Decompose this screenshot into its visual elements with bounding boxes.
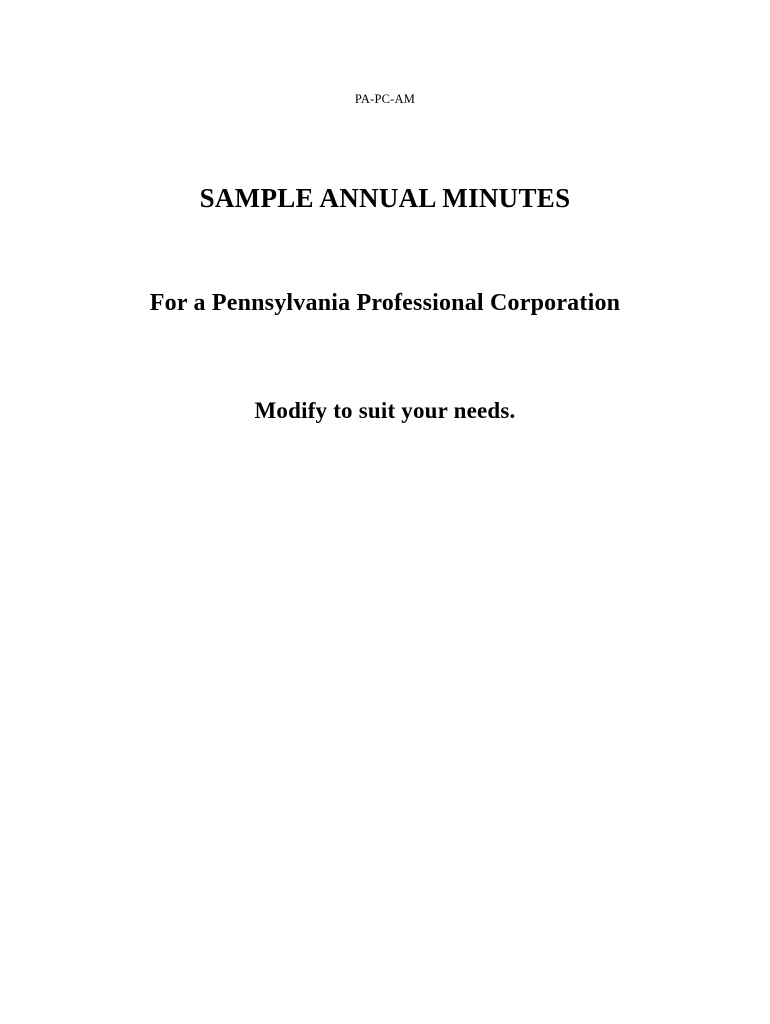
document-body-blank — [90, 460, 680, 1000]
page-subtitle: For a Pennsylvania Professional Corporation — [149, 290, 621, 316]
document-code: PA-PC-AM — [354, 92, 416, 106]
page-instruction-note: Modify to suit your needs. — [254, 398, 516, 423]
page-title: SAMPLE ANNUAL MINUTES — [199, 183, 571, 213]
